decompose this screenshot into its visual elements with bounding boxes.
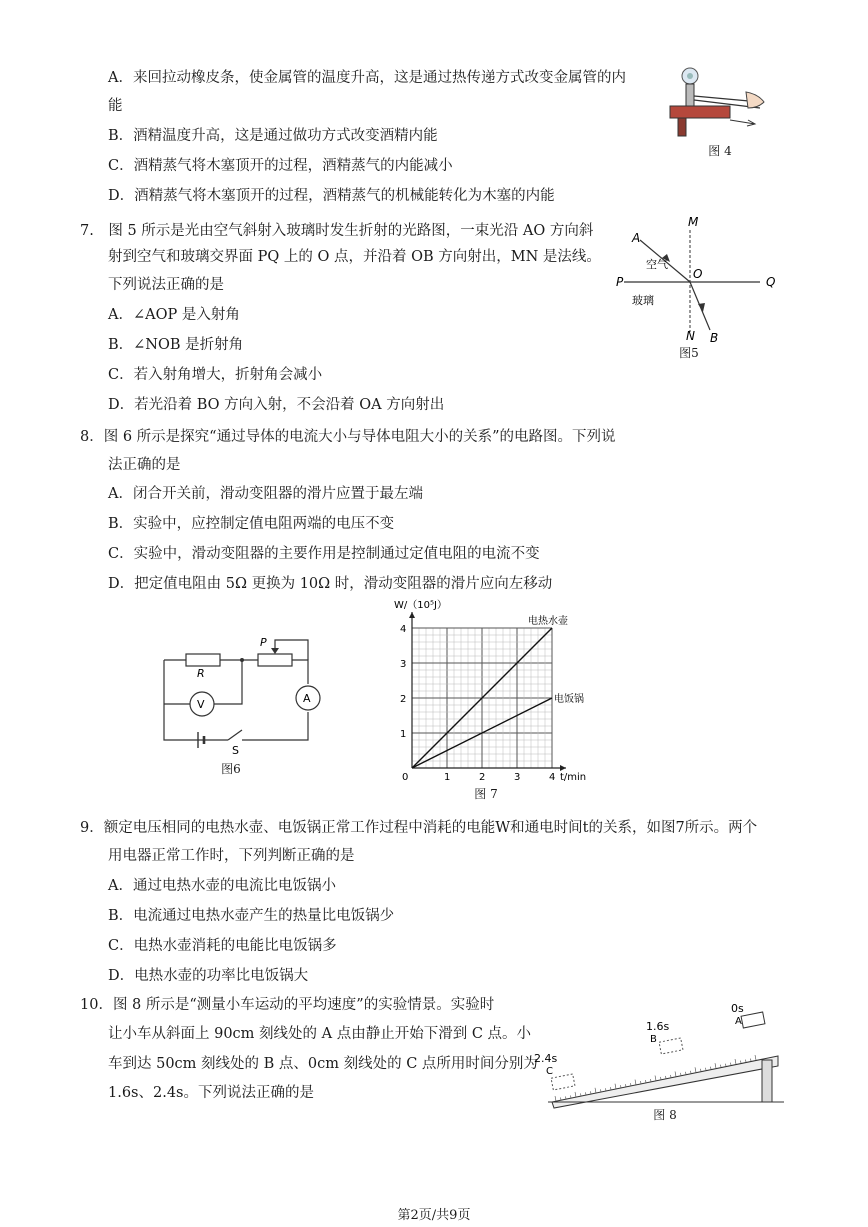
q10-stem-line3: 车到达 50cm 刻线处的 B 点、0cm 刻线处的 C 点所用时间分别为 <box>108 1056 538 1072</box>
q7-option-b: B．∠NOB 是折射角 <box>108 337 244 353</box>
ruler-tick <box>591 1091 592 1094</box>
label-a: A <box>303 692 311 705</box>
q10-stem-line1: 10．图 8 所示是“测量小车运动的平均速度”的实验情景。实验时 <box>80 997 495 1013</box>
y-tick-label: 4 <box>400 624 407 635</box>
q10-stem-line4: 1.6s、2.4s。下列说法正确的是 <box>108 1085 315 1101</box>
ruler-tick <box>561 1097 562 1100</box>
q8-option-b: B．实验中，应控制定值电阻两端的电压不变 <box>108 516 395 532</box>
q7-stem-line2: 射到空气和玻璃交界面 PQ 上的 O 点，并沿着 OB 方向射出，MN 是法线。 <box>108 249 601 265</box>
q6-option-c: C．酒精蒸气将木塞顶开的过程，酒精蒸气的内能减小 <box>108 158 453 174</box>
cart-c <box>551 1074 575 1090</box>
ruler-tick <box>641 1081 642 1084</box>
q6-option-a-line1: A．来回拉动橡皮条，使金属管的温度升高，这是通过热传递方式改变金属管的内 <box>108 70 626 86</box>
q9-option-d: D．电热水壶的功率比电饭锅大 <box>108 968 309 984</box>
x-tick-label: 3 <box>514 772 521 783</box>
ruler-tick <box>615 1084 616 1089</box>
q6-option-a-line2: 能 <box>108 98 123 114</box>
label-v: V <box>197 698 205 711</box>
ruler-tick <box>706 1068 707 1071</box>
q8-option-d: D．把定值电阻由 5Ω 更换为 10Ω 时，滑动变阻器的滑片应向左移动 <box>108 576 553 592</box>
ruler-tick <box>601 1089 602 1092</box>
cart-a <box>741 1012 765 1028</box>
ruler-tick <box>586 1092 587 1095</box>
label-a: A <box>735 1016 742 1027</box>
incline-ramp <box>552 1056 778 1108</box>
figure-7-chart <box>380 600 620 785</box>
cart-b <box>659 1038 683 1054</box>
ruler-tick <box>741 1061 742 1064</box>
x-tick-label: 4 <box>549 772 556 783</box>
q7-stem-line3: 下列说法正确的是 <box>108 277 224 293</box>
q6-option-d: D．酒精蒸气将木塞顶开的过程，酒精蒸气的机械能转化为木塞的内能 <box>108 188 555 204</box>
resistor-r <box>186 654 220 666</box>
figure-8-incline <box>534 1000 788 1110</box>
figure-4-caption: 图 4 <box>708 144 732 158</box>
ruler-tick <box>731 1063 732 1066</box>
ruler-tick <box>701 1069 702 1072</box>
ruler-tick <box>581 1093 582 1096</box>
label-o: O <box>693 267 703 281</box>
figure-6-circuit <box>150 630 330 760</box>
ruler-tick <box>675 1071 676 1076</box>
time-a: 0s <box>731 1002 744 1015</box>
label-c: C <box>546 1066 553 1077</box>
x-tick-label: 2 <box>479 772 486 783</box>
ruler-tick <box>621 1085 622 1088</box>
ruler-tick <box>686 1072 687 1075</box>
ruler-tick <box>566 1096 567 1099</box>
q8-option-c: C．实验中，滑动变阻器的主要作用是控制通过定值电阻的电流不变 <box>108 546 540 562</box>
figure-8-caption: 图 8 <box>653 1108 677 1122</box>
figure-6-caption: 图6 <box>221 762 241 776</box>
ruler-tick <box>755 1055 756 1060</box>
rheostat <box>258 654 292 666</box>
ruler-tick <box>655 1076 656 1081</box>
burner-flame-icon <box>682 68 698 84</box>
label-r: R <box>197 667 205 680</box>
ruler-tick <box>606 1088 607 1091</box>
q7-option-c: C．若入射角增大，折射角会减小 <box>108 367 323 383</box>
label-s: S <box>232 744 239 757</box>
q7-option-d: D．若光沿着 BO 方向入射，不会沿着 OA 方向射出 <box>108 397 445 413</box>
ruler-tick <box>715 1063 716 1068</box>
label-p: P <box>616 275 624 289</box>
ruler-tick <box>695 1067 696 1072</box>
y-tick-label: 2 <box>400 694 407 705</box>
q9-stem-line1: 9．额定电压相同的电热水壶、电饭锅正常工作过程中消耗的电能W和通电时间t的关系，如图7所示。两个 <box>80 820 758 836</box>
ruler-ticks <box>555 1055 756 1101</box>
q9-option-a: A．通过电热水壶的电流比电饭锅小 <box>108 878 336 894</box>
label-b: B <box>650 1034 657 1045</box>
label-glass: 玻璃 <box>632 294 654 307</box>
y-tick-label: 3 <box>400 659 407 670</box>
ruler-tick <box>691 1071 692 1074</box>
ruler-tick <box>751 1059 752 1062</box>
figure-5-caption: 图5 <box>679 346 699 360</box>
x-tick-label: 1 <box>444 772 451 783</box>
ruler-tick <box>681 1073 682 1076</box>
label-p: P <box>260 636 267 649</box>
ruler-tick <box>735 1059 736 1064</box>
ruler-tick <box>646 1080 647 1083</box>
y-axis-arrow <box>409 612 415 618</box>
label-q: Q <box>766 275 776 289</box>
ruler-tick <box>555 1096 556 1101</box>
series-label-2: 电饭锅 <box>554 694 584 705</box>
q7-option-a: A．∠AOP 是入射角 <box>108 307 240 323</box>
figure-5-diagram <box>610 212 790 362</box>
ruler-tick <box>711 1067 712 1070</box>
q8-option-a: A．闭合开关前，滑动变阻器的滑片应置于最左端 <box>108 486 423 502</box>
ruler-tick <box>631 1083 632 1086</box>
switch-icon <box>228 730 242 740</box>
ruler-tick <box>661 1077 662 1080</box>
y-axis-label: W/（10⁵J） <box>394 600 447 611</box>
q8-stem-line2: 法正确的是 <box>108 457 181 473</box>
q8-stem-line1: 8．图 6 所示是探究“通过导体的电流大小与导体电阻大小的关系”的电路图。下列说 <box>80 429 616 445</box>
q9-option-b: B．电流通过电热水壶产生的热量比电饭锅少 <box>108 908 395 924</box>
ruler-tick <box>595 1088 596 1093</box>
q7-stem-line1: 7. 图 5 所示是光由空气斜射入玻璃时发生折射的光路图，一束光沿 AO 方向斜 <box>80 223 594 239</box>
page-footer: 第2页/共9页 <box>397 1208 471 1223</box>
ruler-tick <box>626 1084 627 1087</box>
support-post <box>762 1060 772 1102</box>
label-air: 空气 <box>646 258 668 271</box>
ruler-tick <box>575 1092 576 1097</box>
x-axis-arrow <box>560 765 566 771</box>
x-tick-label: 0 <box>402 772 409 783</box>
x-axis-label: t/min <box>560 772 587 783</box>
label-a: A <box>632 231 641 245</box>
q10-stem-line2: 让小车从斜面上 90cm 刻线处的 A 点由静止开始下滑到 C 点。小 <box>108 1026 532 1042</box>
q9-stem-line2: 用电器正常工作时，下列判断正确的是 <box>108 848 355 864</box>
ruler-tick <box>746 1060 747 1063</box>
time-c: 2.4s <box>534 1052 558 1065</box>
q6-option-b: B．酒精温度升高，这是通过做功方式改变酒精内能 <box>108 128 438 144</box>
series-label-1: 电热水壶 <box>528 616 568 627</box>
time-b: 1.6s <box>646 1020 670 1033</box>
ruler-tick <box>571 1095 572 1098</box>
ruler-tick <box>635 1080 636 1085</box>
label-b: B <box>710 331 719 345</box>
ruler-tick <box>666 1076 667 1079</box>
figure-7-caption: 图 7 <box>474 787 498 801</box>
label-m: M <box>688 215 699 229</box>
ruler-tick <box>726 1064 727 1067</box>
q9-option-c: C．电热水壶消耗的电能比电饭锅多 <box>108 938 337 954</box>
y-tick-label: 1 <box>400 729 407 740</box>
figure-4-illustration <box>660 62 770 142</box>
ruler-tick <box>651 1079 652 1082</box>
label-n: N <box>686 329 695 343</box>
ruler-tick <box>671 1075 672 1078</box>
ruler-tick <box>611 1087 612 1090</box>
ruler-tick <box>721 1065 722 1068</box>
